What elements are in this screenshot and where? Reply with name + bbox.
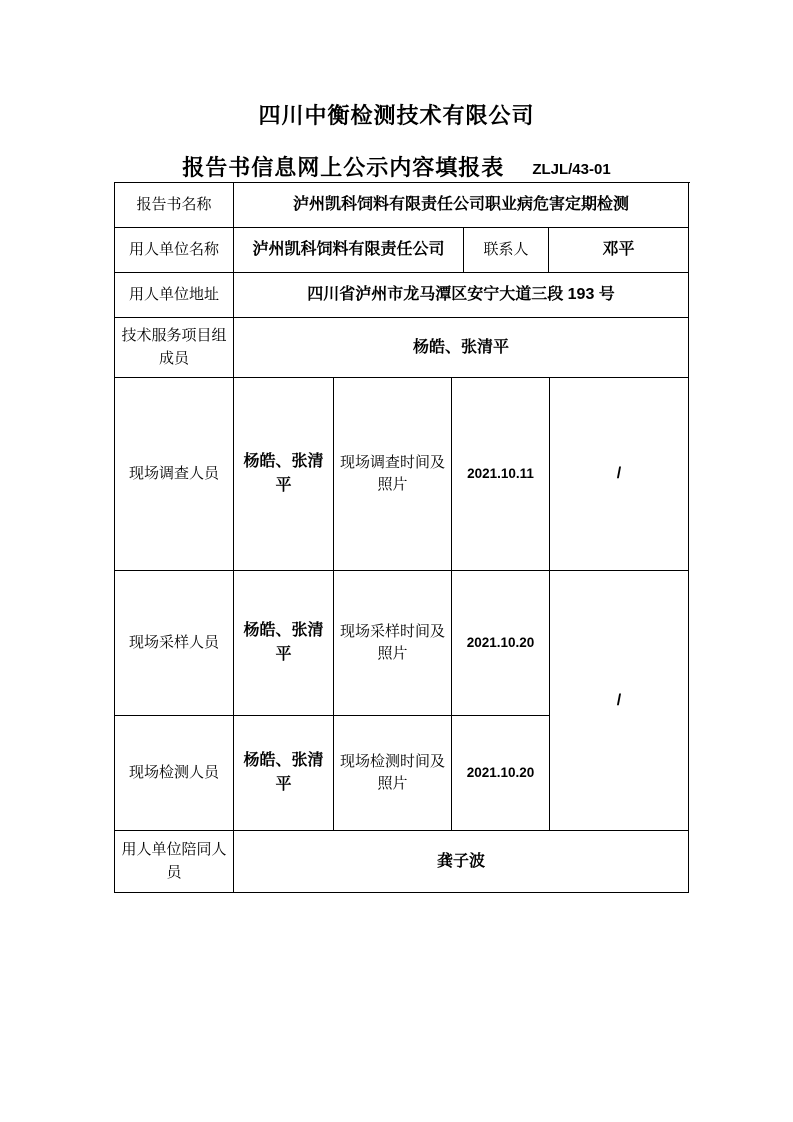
site-survey-personnel: 杨皓、张清平 bbox=[234, 378, 334, 571]
site-testing-time-value: 2021.10.20 bbox=[452, 716, 550, 831]
site-sampling-label: 现场采样人员 bbox=[115, 571, 234, 716]
form-code: ZLJL/43-01 bbox=[532, 161, 611, 178]
row-employer-name bbox=[115, 228, 690, 273]
form-title: 报告书信息网上公示内容填报表 bbox=[182, 155, 505, 180]
company-title: 四川中衡检测技术有限公司 bbox=[258, 103, 535, 128]
row-employer-escort bbox=[115, 831, 690, 893]
site-sampling-time-value: 2021.10.20 bbox=[452, 571, 550, 716]
site-survey-time-value: 2021.10.11 bbox=[452, 378, 550, 571]
project-team-value: 杨皓、张清平 bbox=[234, 318, 689, 378]
form-title-line bbox=[0, 152, 793, 181]
employer-address-value: 四川省泸州市龙马潭区安宁大道三段 193 号 bbox=[234, 273, 689, 318]
report-name-label: 报告书名称 bbox=[115, 183, 234, 228]
report-info-table bbox=[114, 182, 690, 893]
site-survey-photo-placeholder: / bbox=[550, 378, 689, 571]
row-site-testing bbox=[115, 716, 550, 831]
employer-name-value: 泸州凯科饲料有限责任公司 bbox=[234, 228, 464, 273]
row-site-survey bbox=[115, 378, 690, 571]
site-testing-label: 现场检测人员 bbox=[115, 716, 234, 831]
employer-address-label: 用人单位地址 bbox=[115, 273, 234, 318]
row-employer-address bbox=[115, 273, 690, 318]
site-sampling-time-label: 现场采样时间及照片 bbox=[334, 571, 452, 716]
site-testing-personnel: 杨皓、张清平 bbox=[234, 716, 334, 831]
site-survey-time-label: 现场调查时间及照片 bbox=[334, 378, 452, 571]
site-testing-time-label: 现场检测时间及照片 bbox=[334, 716, 452, 831]
employer-escort-label: 用人单位陪同人员 bbox=[115, 831, 234, 893]
row-site-sampling bbox=[115, 571, 550, 716]
employer-name-label: 用人单位名称 bbox=[115, 228, 234, 273]
row-project-team bbox=[115, 318, 690, 378]
contact-label: 联系人 bbox=[464, 228, 549, 273]
row-report-name bbox=[115, 183, 690, 228]
sampling-testing-group bbox=[115, 571, 690, 831]
sampling-testing-photo-placeholder: / bbox=[550, 571, 689, 831]
site-survey-label: 现场调查人员 bbox=[115, 378, 234, 571]
sampling-testing-left bbox=[115, 571, 550, 831]
employer-escort-value: 龚子波 bbox=[234, 831, 689, 893]
project-team-label: 技术服务项目组成员 bbox=[115, 318, 234, 378]
report-name-value: 泸州凯科饲料有限责任公司职业病危害定期检测 bbox=[234, 183, 689, 228]
contact-value: 邓平 bbox=[549, 228, 689, 273]
site-sampling-personnel: 杨皓、张清平 bbox=[234, 571, 334, 716]
